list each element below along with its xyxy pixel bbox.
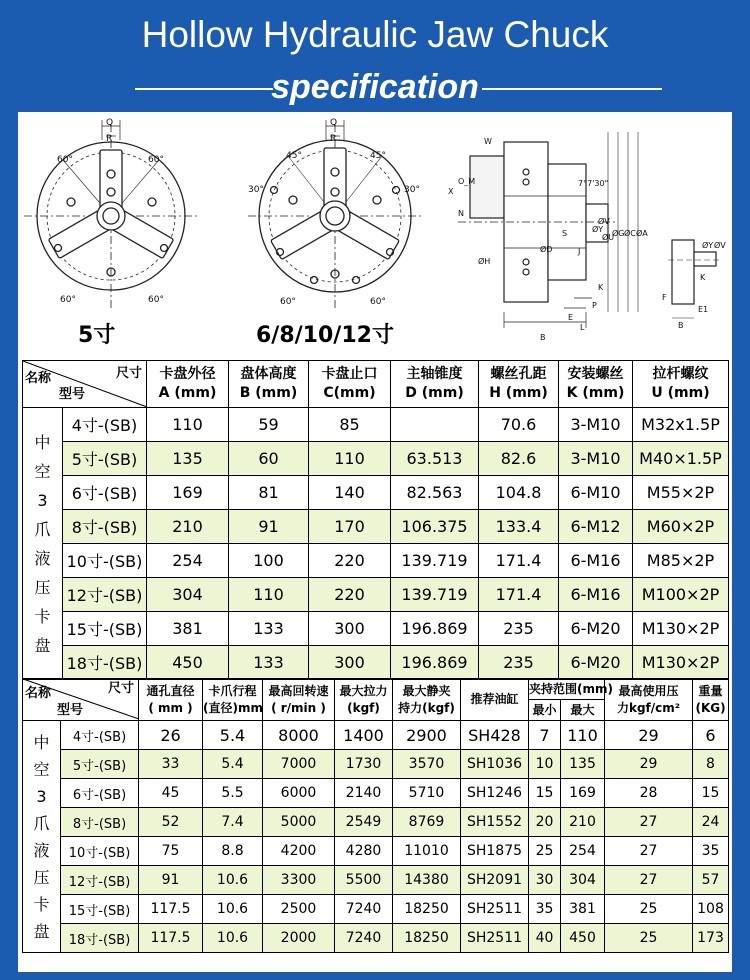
table-cell: 169 (561, 779, 605, 808)
column-header: 夹持范围(mm) (529, 679, 605, 700)
header-model: 型号 (57, 703, 84, 718)
table-cell: 29 (605, 750, 693, 779)
label-angle: 60° (148, 295, 164, 305)
column-header: 盘体高度 B (mm) (229, 361, 309, 408)
table-row (23, 924, 729, 953)
column-header: 卡盘外径 A (mm) (147, 361, 229, 408)
label-oy: ØY (702, 241, 714, 250)
table-cell: 5000 (263, 808, 335, 837)
table-cell: 28 (605, 779, 693, 808)
table-cell: 450 (561, 924, 605, 953)
caption-large-chuck: 6/8/10/12寸 (256, 323, 394, 348)
table-cell: 210 (561, 808, 605, 837)
label-k: K (598, 283, 604, 292)
subtitle-row (0, 66, 750, 106)
table-cell: 450 (147, 646, 229, 680)
table-row (23, 866, 729, 895)
table-cell: 35 (693, 837, 729, 866)
table-cell: 2000 (263, 924, 335, 953)
table-row (23, 646, 729, 680)
table-cell: 63.513 (391, 442, 479, 476)
label-angle: 45° (286, 151, 302, 161)
label-taper: 7°7'30" (578, 179, 609, 188)
chuck-drawing-small (24, 120, 198, 308)
header-model: 型号 (59, 387, 86, 402)
model-cell: 18寸-(SB) (61, 924, 139, 953)
jaw-detail-drawing (668, 240, 720, 318)
table-cell: 14380 (393, 866, 461, 895)
table-cell: M55×2P (633, 476, 729, 510)
label-e: E (568, 313, 574, 322)
column-header: 通孔直径 ( mm ) (139, 679, 203, 721)
label-ov: ØV (714, 241, 726, 250)
table-cell: 10 (529, 750, 561, 779)
table-cell: 5.5 (203, 779, 263, 808)
table-cell: 106.375 (391, 510, 479, 544)
table-cell: 7240 (335, 895, 393, 924)
table-cell: 5.4 (203, 750, 263, 779)
model-cell: 5寸-(SB) (61, 750, 139, 779)
table-cell: 196.869 (391, 612, 479, 646)
model-cell: 15寸-(SB) (63, 612, 147, 646)
table-cell: 100 (229, 544, 309, 578)
table-cell: 7.4 (203, 808, 263, 837)
header-size: 尺寸 (115, 366, 142, 381)
label-e1: E1 (698, 305, 709, 314)
label-od: ØD (540, 245, 553, 254)
label-q: Q (106, 118, 114, 128)
table-cell: SH2511 (461, 895, 529, 924)
table-row (23, 408, 729, 442)
model-cell: 8寸-(SB) (61, 808, 139, 837)
label-b: B (540, 333, 546, 342)
side-section-drawing (458, 132, 638, 328)
table-cell: 7240 (335, 924, 393, 953)
table-cell: 6-M20 (559, 612, 633, 646)
table-cell: 29 (605, 721, 693, 750)
table-cell: 254 (561, 837, 605, 866)
column-header: 最高回转速 ( r/min ) (263, 679, 335, 721)
table-row (23, 750, 729, 779)
table-cell: 117.5 (139, 924, 203, 953)
table-cell: 40 (529, 924, 561, 953)
column-header: 安装螺丝 K (mm) (559, 361, 633, 408)
table-cell: 133.4 (479, 510, 559, 544)
label-angle: 30° (404, 185, 420, 195)
table-cell: 1730 (335, 750, 393, 779)
table-cell: M60×2P (633, 510, 729, 544)
table-cell: 8.8 (203, 837, 263, 866)
dimension-table (22, 360, 729, 680)
table-cell: 18250 (393, 895, 461, 924)
table-cell: 15 (529, 779, 561, 808)
table-cell: 104.8 (479, 476, 559, 510)
column-header: 重量 (KG) (693, 679, 729, 721)
table-cell: 4280 (335, 837, 393, 866)
table-cell: M130×2P (633, 646, 729, 680)
table-cell: SH428 (461, 721, 529, 750)
table-cell: 1400 (335, 721, 393, 750)
table-cell: 6-M20 (559, 646, 633, 680)
label-angle: 60° (280, 297, 296, 307)
table-cell: 85 (309, 408, 391, 442)
table-cell: 170 (309, 510, 391, 544)
table-cell: 5710 (393, 779, 461, 808)
table-cell: 6-M16 (559, 578, 633, 612)
table-cell: 60 (229, 442, 309, 476)
table-cell: 171.4 (479, 544, 559, 578)
table-cell: 304 (561, 866, 605, 895)
table-cell: 20 (529, 808, 561, 837)
model-cell: 18寸-(SB) (63, 646, 147, 680)
table-cell: 26 (139, 721, 203, 750)
column-header: 拉杆螺纹 U (mm) (633, 361, 729, 408)
table-cell: 135 (147, 442, 229, 476)
table-cell: M100×2P (633, 578, 729, 612)
header-name: 名称 (25, 371, 52, 386)
column-header: 主轴锥度 D (mm) (391, 361, 479, 408)
table-cell: 110 (561, 721, 605, 750)
table-cell: 210 (147, 510, 229, 544)
table-cell: 2549 (335, 808, 393, 837)
table-cell: 6-M16 (559, 544, 633, 578)
table-cell: 27 (605, 866, 693, 895)
label-f: F (662, 293, 667, 302)
table-cell: 52 (139, 808, 203, 837)
label-oh: ØH (478, 257, 491, 266)
label-w: W (484, 137, 492, 146)
table-cell: 300 (309, 646, 391, 680)
label-om: O_M (458, 177, 476, 186)
label-j: J (578, 247, 581, 256)
table-cell: 57 (693, 866, 729, 895)
label-angle: 60° (370, 297, 386, 307)
model-cell: 12寸-(SB) (63, 578, 147, 612)
label-og: ØG (612, 229, 625, 238)
header-corner (23, 679, 139, 721)
table-cell: 3-M10 (559, 408, 633, 442)
table-cell: 304 (147, 578, 229, 612)
label-angle: 45° (370, 151, 386, 161)
model-cell: 6寸-(SB) (61, 779, 139, 808)
model-cell: 15寸-(SB) (61, 895, 139, 924)
table-cell: 7000 (263, 750, 335, 779)
table-cell: 7 (529, 721, 561, 750)
label-oy: ØY (592, 225, 604, 234)
label-ou: ØU (602, 233, 615, 242)
column-header: 最小 (529, 700, 561, 721)
table-cell: 133 (229, 646, 309, 680)
table-cell: 110 (309, 442, 391, 476)
label-n: N (458, 209, 464, 218)
table-row (23, 510, 729, 544)
label-r: R (330, 134, 337, 144)
table-cell (391, 408, 479, 442)
table-cell: 300 (309, 612, 391, 646)
model-cell: 5寸-(SB) (63, 442, 147, 476)
label-oa: ØA (636, 229, 648, 238)
model-cell: 6寸-(SB) (63, 476, 147, 510)
table-cell: 235 (479, 612, 559, 646)
label-q: Q (330, 118, 338, 128)
label-angle: 60° (60, 295, 76, 305)
column-header: 螺丝孔距 H (mm) (479, 361, 559, 408)
model-cell: 10寸-(SB) (61, 837, 139, 866)
dimension-table-header (23, 361, 729, 408)
table-cell: 25 (605, 895, 693, 924)
table-cell: M32x1.5P (633, 408, 729, 442)
label-l: L (580, 323, 585, 332)
table-cell: 220 (309, 578, 391, 612)
table-cell: 8000 (263, 721, 335, 750)
model-cell: 12寸-(SB) (61, 866, 139, 895)
label-b: B (678, 321, 684, 330)
header-size: 尺寸 (107, 681, 134, 696)
label-r: R (106, 134, 113, 144)
caption-small-chuck: 5寸 (78, 323, 116, 348)
label-angle: 60° (148, 155, 164, 165)
table-cell: 169 (147, 476, 229, 510)
table-cell: 2140 (335, 779, 393, 808)
table-cell: 91 (229, 510, 309, 544)
table-cell: 3300 (263, 866, 335, 895)
table-row (23, 442, 729, 476)
page-subtitle: specification (271, 68, 479, 106)
table-cell: 2500 (263, 895, 335, 924)
table-cell: 173 (693, 924, 729, 953)
table-cell: 110 (147, 408, 229, 442)
table-cell: 25 (529, 837, 561, 866)
table-cell: 10.6 (203, 866, 263, 895)
table-cell: 4200 (263, 837, 335, 866)
table-cell: 25 (605, 924, 693, 953)
chuck-drawing-large (248, 120, 422, 308)
table-cell: M85×2P (633, 544, 729, 578)
table-cell: 10.6 (203, 895, 263, 924)
label-p: P (592, 301, 597, 310)
table-cell: 33 (139, 750, 203, 779)
table-cell: 8 (693, 750, 729, 779)
table-row (23, 544, 729, 578)
table-cell: 135 (561, 750, 605, 779)
table-cell: 8769 (393, 808, 461, 837)
performance-table-header (23, 679, 729, 700)
table-row (23, 779, 729, 808)
label-angle: 30° (248, 185, 264, 195)
table-cell: 140 (309, 476, 391, 510)
table-cell: 27 (605, 808, 693, 837)
table-cell: 6000 (263, 779, 335, 808)
table-cell: 235 (479, 646, 559, 680)
column-header: 卡爪行程 (直径)mm (203, 679, 263, 721)
header-name: 名称 (25, 686, 52, 701)
table-cell: 70.6 (479, 408, 559, 442)
table-cell: 5500 (335, 866, 393, 895)
table-cell: 6 (693, 721, 729, 750)
table-row (23, 837, 729, 866)
table-cell: 81 (229, 476, 309, 510)
model-cell: 8寸-(SB) (63, 510, 147, 544)
content-panel (18, 112, 732, 972)
page-title: Hollow Hydraulic Jaw Chuck (141, 14, 609, 55)
product-group-label: 中 空 3 爪 液 压 卡 盘 (23, 408, 63, 680)
table-cell: 110 (229, 578, 309, 612)
table-cell: SH2511 (461, 924, 529, 953)
table-row (23, 612, 729, 646)
table-cell: 75 (139, 837, 203, 866)
table-cell: 139.719 (391, 578, 479, 612)
table-cell: 5.4 (203, 721, 263, 750)
table-cell: 6-M10 (559, 476, 633, 510)
table-cell: 381 (561, 895, 605, 924)
table-cell: 3-M10 (559, 442, 633, 476)
column-header: 卡盘止口 C(mm) (309, 361, 391, 408)
header-banner (0, 0, 750, 108)
table-cell: SH2091 (461, 866, 529, 895)
table-cell: 24 (693, 808, 729, 837)
table-cell: 3570 (393, 750, 461, 779)
column-header: 最大 (561, 700, 605, 721)
table-cell: SH1246 (461, 779, 529, 808)
table-row (23, 808, 729, 837)
column-header: 最高使用压 力kgf/cm² (605, 679, 693, 721)
table-cell: 108 (693, 895, 729, 924)
product-group-label: 中 空 3 爪 液 压 卡 盘 (23, 721, 61, 953)
label-k: K (700, 273, 706, 282)
model-cell: 4寸-(SB) (63, 408, 147, 442)
table-cell: 2900 (393, 721, 461, 750)
table-cell: 35 (529, 895, 561, 924)
table-cell: 117.5 (139, 895, 203, 924)
table-cell: 18250 (393, 924, 461, 953)
table-row (23, 721, 729, 750)
table-cell: 15 (693, 779, 729, 808)
table-cell: 6-M12 (559, 510, 633, 544)
table-cell: 59 (229, 408, 309, 442)
table-cell: M40×1.5P (633, 442, 729, 476)
table-cell: M130×2P (633, 612, 729, 646)
table-cell: SH1036 (461, 750, 529, 779)
label-oc: ØC (624, 229, 636, 238)
table-cell: SH1875 (461, 837, 529, 866)
table-cell: 82.6 (479, 442, 559, 476)
label-ov: ØV (598, 217, 610, 226)
label-angle: 60° (57, 155, 73, 165)
table-cell: 133 (229, 612, 309, 646)
column-header: 推荐油缸 (461, 679, 529, 721)
table-cell: 10.6 (203, 924, 263, 953)
table-cell: 254 (147, 544, 229, 578)
table-cell: SH1552 (461, 808, 529, 837)
table-cell: 11010 (393, 837, 461, 866)
performance-table (22, 678, 729, 953)
table-row (23, 578, 729, 612)
table-cell: 381 (147, 612, 229, 646)
table-cell: 45 (139, 779, 203, 808)
table-row (23, 476, 729, 510)
table-row (23, 895, 729, 924)
label-s: S (562, 229, 568, 238)
header-corner (23, 361, 147, 408)
table-cell: 171.4 (479, 578, 559, 612)
table-cell: 82.563 (391, 476, 479, 510)
column-header: 最大静夹 持力(kgf) (393, 679, 461, 721)
model-cell: 4寸-(SB) (61, 721, 139, 750)
table-cell: 30 (529, 866, 561, 895)
table-cell: 196.869 (391, 646, 479, 680)
table-cell: 91 (139, 866, 203, 895)
column-header: 最大拉力 (kgf) (335, 679, 393, 721)
table-cell: 139.719 (391, 544, 479, 578)
table-cell: 220 (309, 544, 391, 578)
label-x: X (448, 187, 454, 196)
model-cell: 10寸-(SB) (63, 544, 147, 578)
table-cell: 27 (605, 837, 693, 866)
